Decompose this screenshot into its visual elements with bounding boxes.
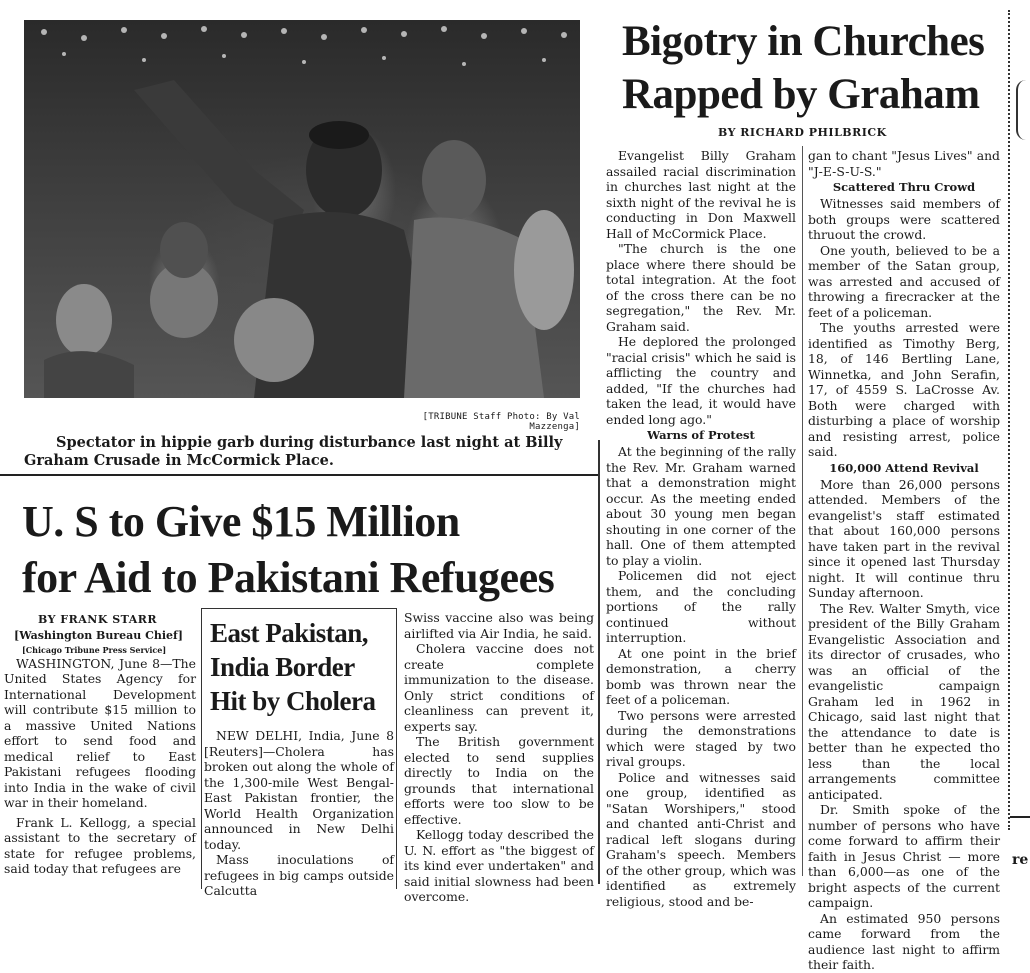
paragraph: Policemen did not eject them, and the concluding portions of the rally continued without interruption.	[606, 568, 796, 645]
section-vertical-rule	[598, 440, 600, 884]
paragraph: "The church is the one place where there should be total integration. At the foot of the cross there can be no segregation," the Rev. Mr. Graham said.	[606, 241, 796, 334]
edge-text-fragment: re	[1012, 852, 1029, 868]
paragraph: An estimated 950 persons came forward from the audience last night to affirm their faith.	[808, 910, 1000, 972]
paragraph: Witnesses said members of both groups were scattered thruout the crowd.	[808, 196, 1000, 242]
news-photo	[24, 20, 580, 398]
paragraph: At the beginning of the rally the Rev. Mr. Graham warned that a demonstration might occur. As the meeting ended about 30 young men began shouting in one corner of the hall. One of them attempted to play a violin.	[606, 444, 796, 568]
paragraph: One youth, believed to be a member of the Satan group, was arrested and accused of throwing a firecracker at the feet of a policeman.	[808, 242, 1000, 320]
headline-pakistan-aid-line2: for Aid to Pakistani Refugees	[22, 553, 555, 602]
headline-line: India Border	[210, 652, 355, 682]
story1-column2	[808, 148, 1000, 973]
bureau-line: [Washington Bureau Chief]	[14, 628, 183, 642]
paragraph: Dr. Smith spoke of the number of persons who have come forward to affirm their faith in Jesus Christ — more than 6,000—as one of the bright aspects of the current campaign.	[808, 802, 1000, 910]
page-border-dots	[1008, 10, 1010, 830]
paragraph: Two persons were arrested during the demonstrations which were staged by two rival groups.	[606, 707, 796, 769]
paragraph: Mass inoculations of refugees in big camps outside Calcutta	[204, 852, 394, 898]
paragraph: More than 26,000 persons attended. Members of the evangelist's staff estimated that about 160,000 persons have taken part in the revival since it opened last Thursday night. It will continue thru Sunday afternoon.	[808, 476, 1000, 600]
photo-credit: [TRIBUNE Staff Photo: By Val Mazzenga]	[422, 412, 580, 432]
paragraph: At one point in the brief demonstration, a cherry bomb was thrown near the feet of a policeman.	[606, 645, 796, 707]
story2-column	[4, 612, 196, 877]
headline-line: Hit by Cholera	[210, 686, 376, 716]
subhead-scattered-thru-crowd: Scattered Thru Crowd	[832, 180, 976, 194]
column-rule	[802, 146, 803, 876]
subhead-warns-of-protest: Warns of Protest	[647, 428, 755, 442]
paragraph: He deplored the prolonged "racial crisis" which he said is afflicting the country and added, "If the churches had taken the lead, it would have ended long ago."	[606, 334, 796, 427]
headline-cholera	[210, 616, 376, 718]
headline-bigotry-line1: Bigotry in Churches	[622, 18, 985, 65]
crowd-photo-illustration	[24, 20, 580, 398]
paragraph: Police and witnesses said one group, identified as "Satan Worshipers," stood and chanted anti-Christ and radical left slogans during Graham's speech. Members of the other group, which was identified as extremely religious, stood and be-	[606, 769, 796, 909]
paragraph: NEW DELHI, India, June 8 [Reuters]—Cholera has broken out along the whole of the 1,300-mile West Bengal-East Pakistan frontier, the World Health Organization announced in New Delhi today.	[204, 728, 394, 852]
paragraph: The Rev. Walter Smyth, vice president of the Billy Graham Evangelistic Association and its director of crusades, who was an official of the evangelistic campaign Graham led in 1962 in Chicago, said last night that the attendance to date is better than he expected tho less than the local arrangements committee anticipated.	[808, 600, 1000, 802]
paragraph: Cholera vaccine does not create complete immunization to the disease. Only strict conditions of cleanliness can prevent it, experts say.	[404, 641, 594, 734]
edge-rule	[1010, 816, 1030, 818]
paragraph: gan to chant "Jesus Lives" and "J-E-S-U-S."	[808, 148, 1000, 179]
press-service-line: [Chicago Tribune Press Service]	[22, 644, 167, 655]
story1-column1	[606, 148, 796, 909]
headline-line: East Pakistan,	[210, 618, 369, 648]
headline-bigotry-line2: Rapped by Graham	[622, 71, 980, 118]
paragraph: Swiss vaccine also was being airlifted via Air India, he said.	[404, 610, 594, 641]
paragraph: Evangelist Billy Graham assailed racial discrimination in churches last night at the sixth night of the revival he is conducting in Don Maxwell Hall of McCormick Place.	[606, 148, 796, 241]
byline-philbrick: BY RICHARD PHILBRICK	[718, 126, 887, 139]
subhead-attend-revival: 160,000 Attend Revival	[829, 460, 979, 475]
photo-caption: Spectator in hippie garb during disturbance last night at Billy Graham Crusade in McCormick Place.	[24, 434, 563, 469]
byline-starr: BY FRANK STARR	[38, 613, 158, 626]
paragraph: Kellogg today described the U. N. effort as "the biggest of its kind ever undertaken" and said initial slowness had been overcome.	[404, 827, 594, 904]
paragraph: WASHINGTON, June 8—The United States Agency for International Development will contribute $15 million to a massive United Nations effort to send food and medical relief to East Pakistani refugees flooding into India in the wake of civil war in their homeland.	[4, 655, 196, 810]
paragraph: The British government elected to send supplies directly to India on the grounds that international efforts were too slow to be effective.	[404, 734, 594, 827]
paragraph: The youths arrested were identified as Timothy Berg, 18, of 146 Bertling Lane, Winnetka, and John Serafin, 17, of 4559 S. LaCrosse Av. Both were charged with disturbing a place of worship and resisting arrest, police said.	[808, 320, 1000, 459]
headline-pakistan-aid-line1: U. S to Give $15 Million	[22, 497, 460, 546]
story3-column2	[404, 610, 594, 905]
section-rule	[0, 474, 598, 476]
edge-bracket	[1016, 80, 1030, 140]
story3-column1	[204, 728, 394, 899]
paragraph: Frank L. Kellogg, a special assistant to the secretary of state for refugee problems, said today that refugees are	[4, 814, 196, 876]
